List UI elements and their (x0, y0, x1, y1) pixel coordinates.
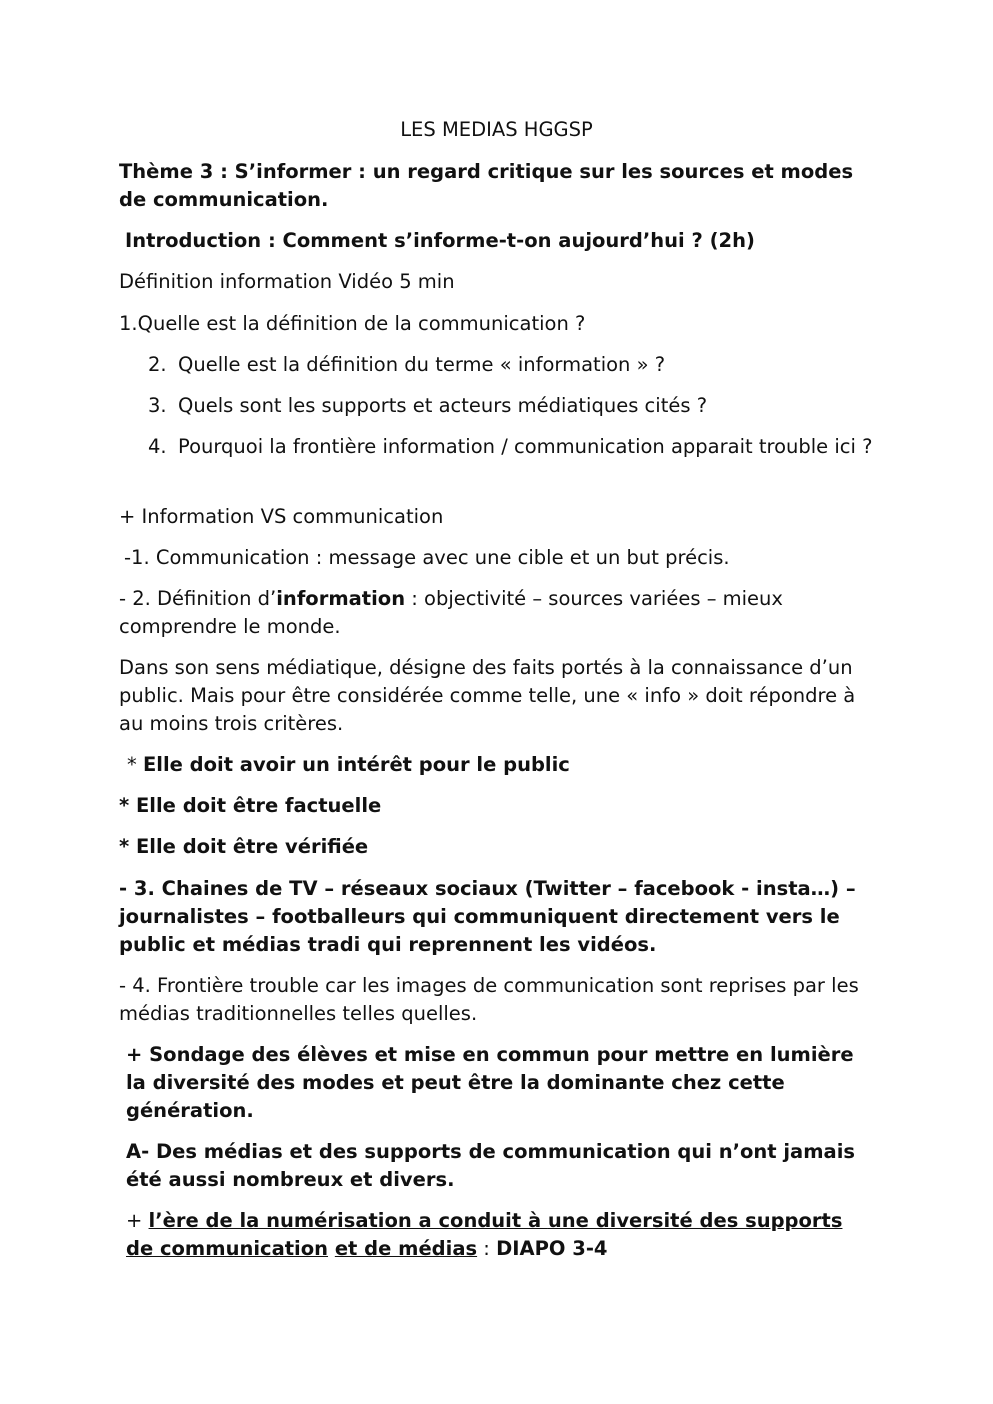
answer-2-term: information (276, 587, 406, 610)
question-item (148, 392, 875, 420)
page-title: LES MEDIAS HGGSP (400, 118, 593, 141)
criterion-1 (127, 751, 875, 779)
numerisation-text-1: l’ère de la numérisation a conduit à (148, 1209, 548, 1232)
criterion-1-star: * (127, 753, 143, 776)
answer-2 (119, 585, 875, 641)
numerisation-text-2: une diversité des supports de communication (126, 1209, 843, 1260)
numerisation-text-3: et de médias (334, 1237, 478, 1260)
info-vs-comm: + Information VS communication (119, 505, 444, 528)
question-1: 1.Quelle est la définition de la communication ? (119, 312, 586, 335)
numerisation-colon: : (477, 1237, 497, 1260)
answer-1: -1. Communication : message avec une cible et un but précis. (124, 546, 730, 569)
numerisation-plus: + (126, 1209, 149, 1232)
definition-video-line: Définition information Vidéo 5 min (119, 270, 455, 293)
answer-4: - 4. Frontière trouble car les images de communication sont reprises par les médias traditionnelles telles quelles. (119, 974, 859, 1025)
section-a-heading: A- Des médias et des supports de communication qui n’ont jamais été aussi nombreux et divers. (126, 1140, 855, 1191)
diapo-reference: DIAPO 3-4 (496, 1237, 608, 1260)
media-sense-paragraph: Dans son sens médiatique, désigne des faits portés à la connaissance d’un public. Mais pour être considérée comme telle, une « info » doit répondre à au moins trois critères. (119, 656, 856, 735)
question-text: Quelle est la définition du terme « information » ? (178, 353, 666, 376)
numerisation-space (328, 1237, 335, 1260)
criterion-2: * Elle doit être factuelle (119, 794, 382, 817)
introduction-heading: Introduction : Comment s’informe-t-on aujourd’hui ? (2h) (125, 229, 755, 252)
question-item (148, 351, 875, 379)
criterion-1-text: Elle doit avoir un intérêt pour le public (142, 753, 570, 776)
numerisation-line (126, 1207, 875, 1263)
question-number: 3. (148, 394, 167, 417)
question-text: Quels sont les supports et acteurs médiatiques cités ? (178, 394, 708, 417)
survey-paragraph: + Sondage des élèves et mise en commun pour mettre en lumière la diversité des modes et peut être la dominante chez cette génération. (126, 1043, 854, 1122)
answer-3: - 3. Chaines de TV – réseaux sociaux (Twitter – facebook - insta…) – journalistes – footballeurs qui communiquent directement vers le public et médias tradi qui reprennent les vidéos. (119, 877, 856, 956)
criterion-3: * Elle doit être vérifiée (119, 835, 369, 858)
answer-2-suffix: : objectivité – sources variées – mieux comprendre le monde. (119, 587, 783, 638)
question-item (148, 433, 875, 461)
answer-2-prefix: - 2. Définition d’ (119, 587, 277, 610)
theme-heading: Thème 3 : S’informer : un regard critique sur les sources et modes de communication. (119, 160, 854, 211)
question-number: 2. (148, 353, 167, 376)
question-number: 4. (148, 435, 167, 458)
question-text: Pourquoi la frontière information / communication apparait trouble ici ? (178, 435, 873, 458)
